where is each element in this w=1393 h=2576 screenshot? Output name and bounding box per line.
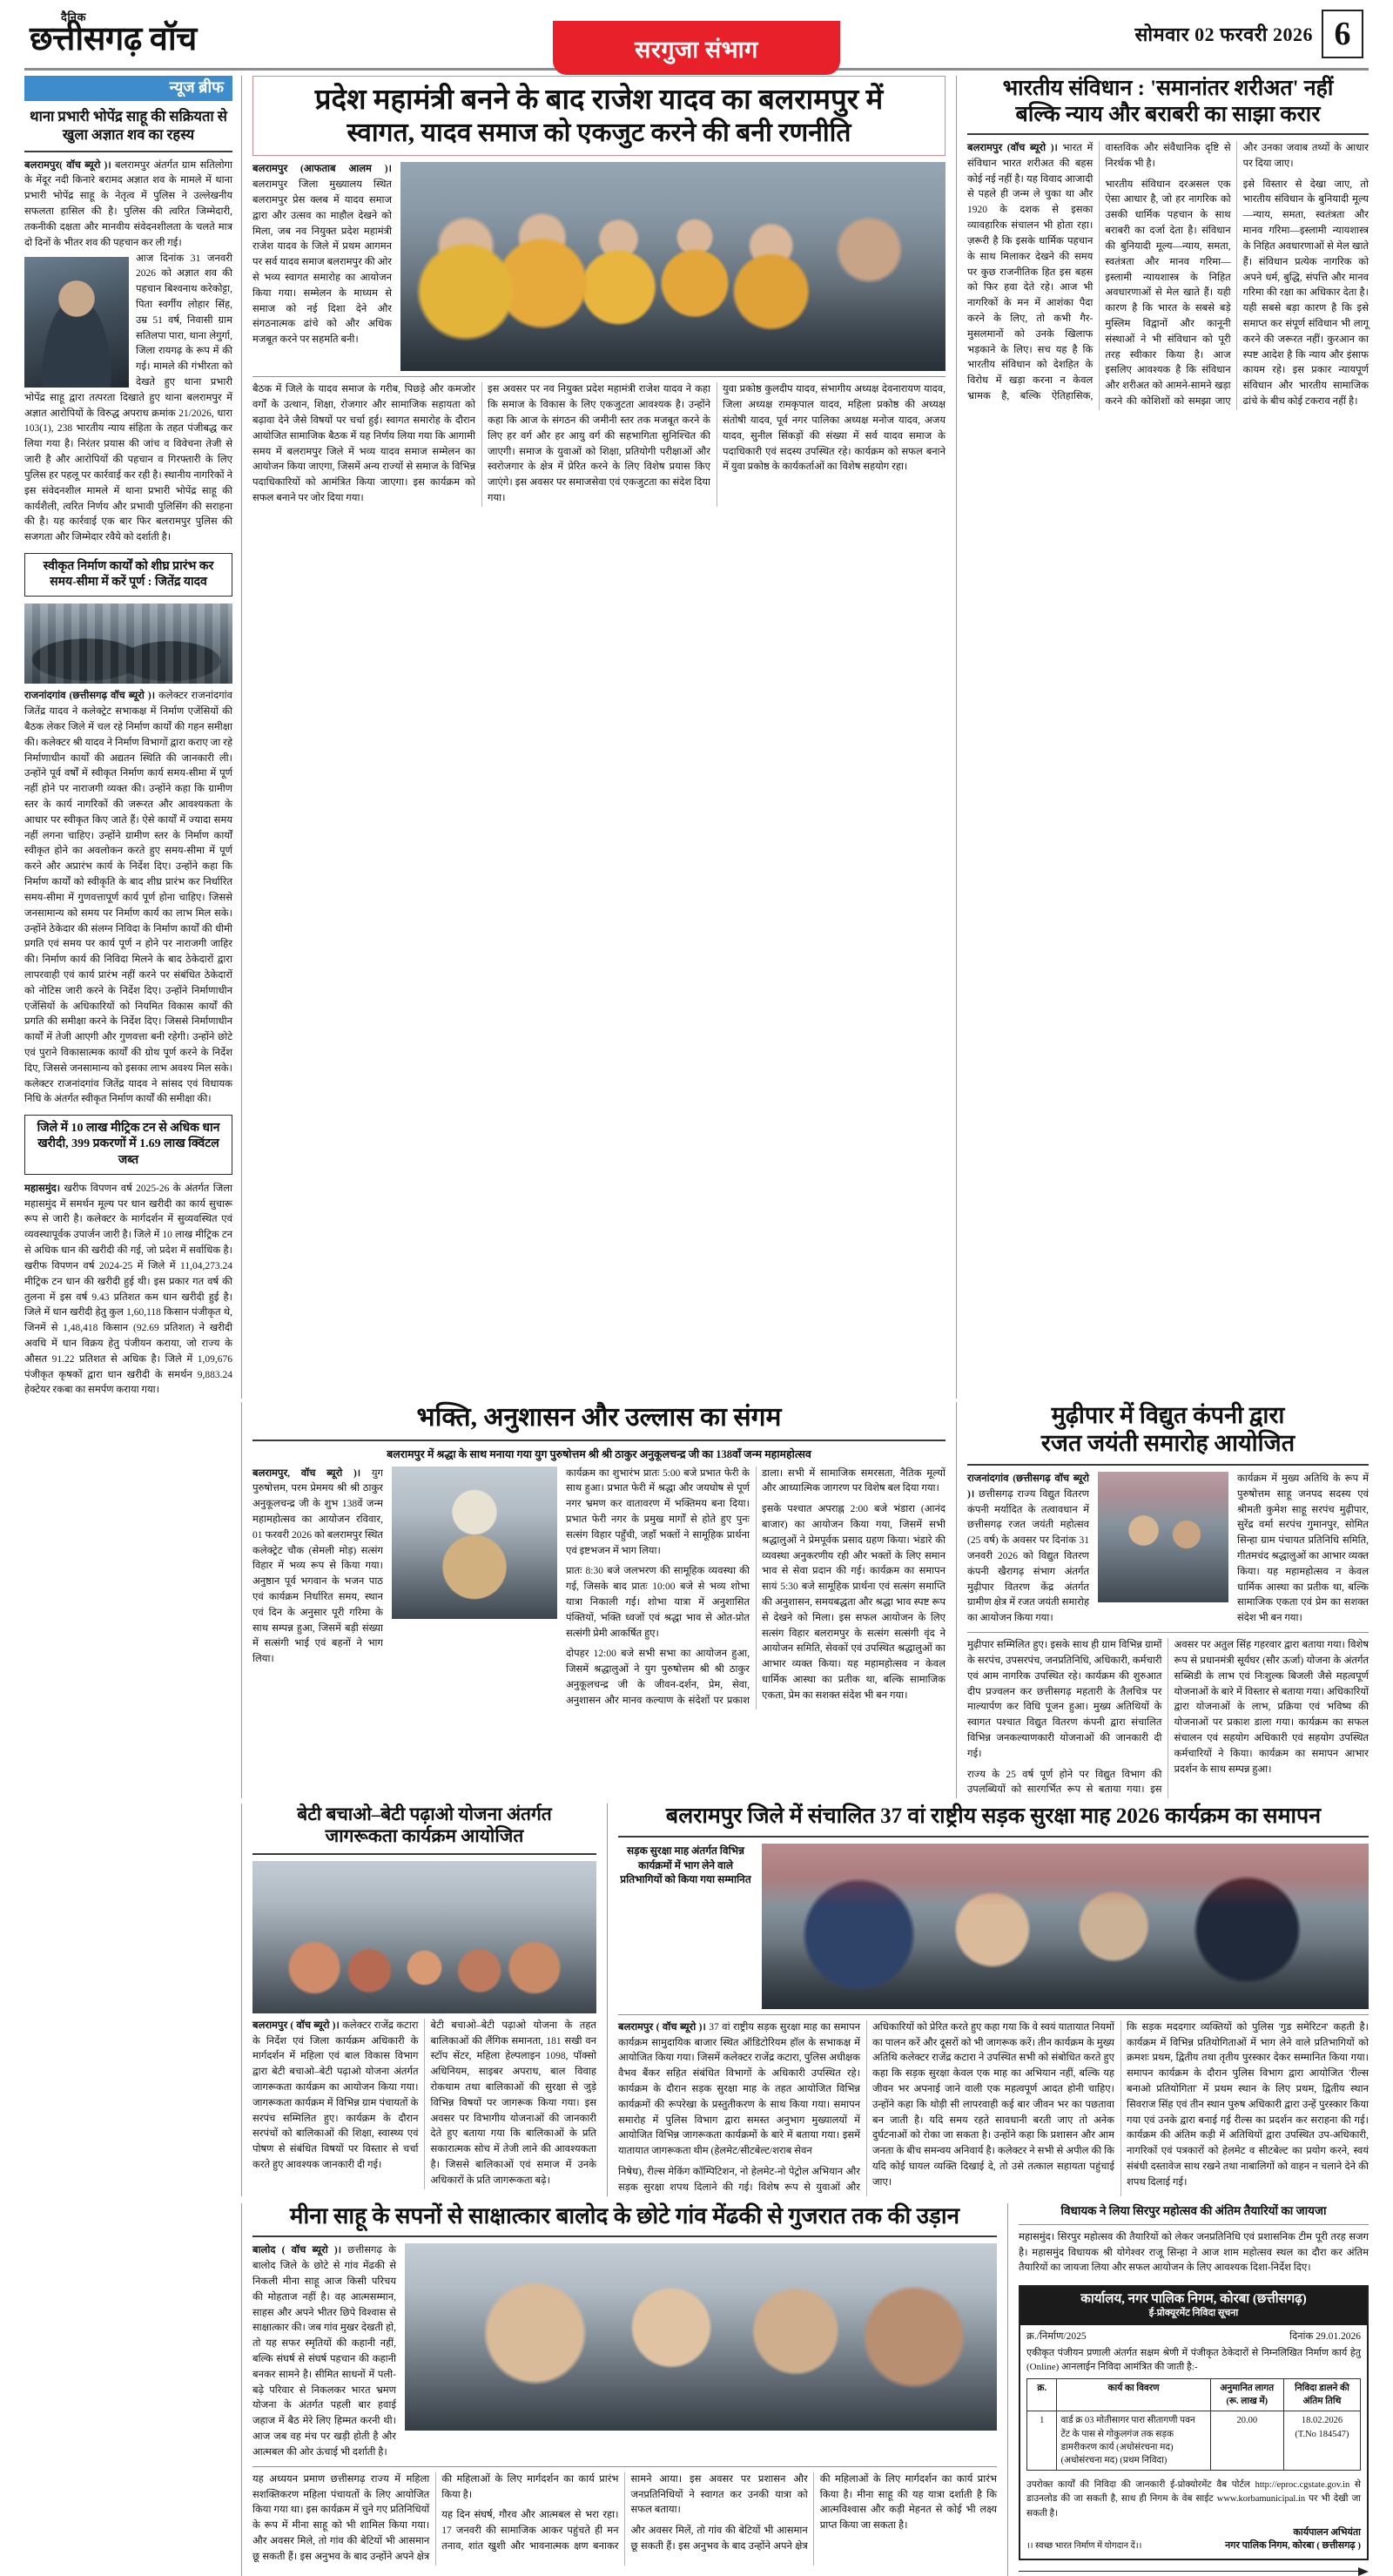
- meena-col-2: यह अध्ययन प्रमाण छत्तीसगढ़ राज्य में महिला सशक्तिकरण महिला पंचायतों के लिए आयोजित किया गया था। इस कार्यक्रम में चुने गए प्रतिनिधियों के रूप में मीना साहू को भी शामिल किया गया। और अवसर मिले, तो गांव की बेटियों भी आसमान छू सकती हैं। इस अनुभव के बाद उन्होंने अपने क्षेत्र की महिलाओं के लिए मार्गदर्शन का कार्य प्रारंभ किया है।: [252, 2473, 619, 2562]
- right-col-1-text: भारत में संविधान भारत शरीअत की बहस कोई नई नहीं है। यह विवाद आजादी से पहले ही जन्म ले चुका था और 1920 के दशक से इसका व्यावहारिक संचालन भी होता रहा। ज़रूरी है कि इसके धार्मिक पहचान के साथ मिलाकर देखने की समय पर कुछ राजनीतिक हित इस बहस को फिर हवा देते रहे। आज भी नागरिकों के मन में आशंका पैदा करने के लिए, तो कभी गैर-मुसलमानों को उनके खिलाफ भड़काने के लिए। सच यह है कि भारतीय संविधान को देशहित के विरोध में खड़ा करना न केवल भ्रामक है, बल्कि ऐतिहासिक, वास्तविक और संवैधानिक दृष्टि से निरर्थक भी है।: [967, 143, 1231, 401]
- left-box-2-text: कलेक्टर राजनांदगांव जितेंद्र यादव ने कलेक्ट्रेट सभाकक्ष में निर्माण एजेंसियों की बैठक लेकर जिले में चल रहे निर्माण कार्यों की गहन समीक्षा की। कलेक्टर श्री यादव ने निर्माण विभागों द्वारा कराए जा रहे निर्माणाधीन कार्यों की अद्यतन स्थिति की जानकारी ली। उन्होंने पूर्व वर्षों में स्वीकृत निर्माण कार्य समय-सीमा में पूर्ण नहीं होने पर नाराजगी व्यक्त की। उन्होंने कहा कि ग्रामीण स्तर के कार्य नागरिकों की जरूरत और आवश्यकता के आधार पर स्वीकृत किए जाते हैं। ऐसे कार्यों में ज्यादा समय नहीं लगना चाहिए। उन्होंने ग्रामीण स्तर के निर्माण कार्यों स्वीकृत होने का अवलोकन करते हुए समय-सीमा में पूर्ण करने और अप्रारंभ कार्य के निर्देश दिए। उन्होंने कहा कि निर्माण कार्यों को स्वीकृति के बाद शीघ्र प्रारंभ कर निर्धारित समय-सीमा में गुणवत्तापूर्ण कार्य पूर्ण होना चाहिए। जिससे जनसामान्य को समय पर निर्माण कार्य का लाभ मिल सके। उन्होंने ठेकेदार की संलग्न निविदा के निर्माण कार्यों की धीमी प्रगति एवं समय पर कार्य पूर्ण न होने पर नाराजगी जाहिर की। निर्माण कार्य की निविदा मिलने के बाद ठेकेदारों द्वारा लापरवाही एवं कार्य प्रारंभ नहीं करने पर संबंधित ठेकेदारों को नोटिस जारी करने के निर्देश दिए। उन्होंने निर्माणाधीन एजेंसियों के अधिकारियों को नियमित विकास कार्यों की प्रगति की समीक्षा करने के निर्देश दिए। जिससे निर्माणाधीन कार्यों में तेजी आएगी और गुणवत्ता बनी रहेगी। उन्होंने छोटे एवं पुराने विकासात्मक कार्यों की ग्रोथ पूर्ण करने के निर्देश दिए, जिससे जनसामान्य को इसका लाभ अवश्य मिल सके। कलेक्टर राजनांदगांव जितेंद्र यादव ने सांसद एवं विधायक निधि के अंतर्गत स्वीकृत निर्माण कार्यों की समीक्षा की।: [24, 691, 233, 1105]
- brief-body-2: आज दिनांक 31 जनवरी 2026 को अज्ञात शव की पहचान बिश्वनाथ करेकोट्टा, पिता स्वर्गीय लोहार सिंह, उम्र 51 वर्ष, निवासी ग्राम सतिलपा पारा, थाना लेगुर्गा, जिला रायगढ़ के रूप में की गई। मामले की गंभीरता को देखते हुए थाना प्रभारी भाेपेंद्र साहू द्वारा तत्परता दिखाते हुए थाना बलरामपुर में अज्ञात आरोपियों के विरुद्ध अपराध क्रमांक 21/2026, धारा 103(1), 238 भारतीय न्याय संहिता के तहत पंजीबद्ध कर लिया गया है। निरंतर प्रयास की जांच व विवेचना तेजी से जारी है और आरोपियों की पहचान व गिरफ्तारी के लिए पुलिस हर पहलू पर कार्रवाई कर रही है। स्थानीय नागरिकों ने इस संवेदनशील मामले में थाना प्रभारी भाेपेंद्र साहू की कार्यशैली, त्वरित निर्णय और प्रभावी पुलिसिंग की सराहना की है। यह कार्रवाई एक बार फिर बलरामपुर पुलिस की सजगता और जिम्मेदार रवैये को दर्शाती है।: [24, 253, 232, 543]
- logo-title: छत्तीसगढ़ वॉच: [30, 20, 197, 57]
- sadak-subhead: सड़क सुरक्षा माह अंतर्गत विभिन्न कार्यक्रमों में भाग लेने वाले प्रतिभागियों को किया गया सम्मानित: [620, 1844, 751, 1886]
- right-col-2: भारतीय संविधान दरअसल एक ऐसा आधार है, जो हर नागरिक को उसकी धार्मिक पहचान के साथ बराबरी का दर्जा देता है। संविधान की बुनियादी मूल्य—न्याय, समता, स्वतंत्रता और मानव गरिमा—इस्लामी न्यायशास्त्र के निहित अवधारणाओं से मेल खाते हैं। यही कारण है कि भारत के सबसे बड़े मुस्लिम विद्वानों और कानूनी संस्थाओं ने भी संविधान को पूरी तरह स्वीकार किया है। आज इसलिए आवश्यक है कि संविधान और शरीअत को आमने-सामने खड़ा करने की कोशिशों को समझा जाए और उनका जवाब तथ्यों के आधार पर दिया जाए।: [1105, 143, 1369, 407]
- divider: [1019, 2224, 1369, 2225]
- sadak-col-2: निषेध), रील्स मेकिंग कॉम्पिटिशन, नो हेलमेट-नो पेट्रोल अभियान और सड़क सुरक्षा शपथ दिलाने की गई। विशेष रूप से युवाओं और अधिकारियों को प्रेरित करते हुए कहा गया कि वे स्वयं यातायात नियमों का पालन करें और दूसरों को भी जागरूक करें। तीन कार्यक्रम के मुख्य अतिथि कलेक्टर राजेंद्र कटारा ने उपस्थित सभी को संबोधित करते हुए कहा कि सड़क सुरक्षा केवल एक माह का अभियान नहीं, बल्कि यह जीवन भर अपनाई जाने वाली एक महत्वपूर्ण आदत होनी चाहिए। उन्होंने कहा कि थोड़ी सी लापरवाही कई बार जीवन भर का पछतावा बन जाती है। यदि समय रहते सावधानी बरती जाए तो अनेक दुर्घटनाओं को रोका जा सकता है। उन्होंने कहा कि प्रशासन और आम जनता के बीच समन्वय अनिवार्य है। कलेक्टर ने सभी से अपील की कि यदि कोई घायल व्यक्ति दिखाई दे, तो उसे तत्काल सहायता पहुंचाई जाए।: [618, 2021, 1114, 2193]
- lead-headline-line-2: स्वागत, यादव समाज को एकजुट करने की बनी रणनीति: [347, 118, 851, 147]
- mudhipar-col-1-wrap: [967, 1472, 1089, 1627]
- masthead: [0, 0, 1393, 68]
- bhakti-col-1: [252, 1467, 383, 1669]
- tender-signature: [1225, 2526, 1361, 2553]
- sadak-col-1: [618, 2020, 860, 2160]
- date-and-page: [1134, 10, 1363, 58]
- meena-photo-wrap: [405, 2243, 997, 2460]
- edition-tab: सरगुजा संभाग: [553, 21, 840, 75]
- sadak-story: [608, 1804, 1369, 2195]
- mudhipar-story: [956, 1402, 1369, 1798]
- tender-th-date: निविदा डालने की अंतिम तिथि: [1283, 2378, 1360, 2411]
- beti-story: [242, 1804, 608, 2195]
- bhakti-col-1-wrap: [252, 1467, 383, 1709]
- divider: [618, 1836, 1369, 1838]
- meena-top-row: [252, 2243, 997, 2460]
- lead-headline-line-1: प्रदेश महामंत्री बनने के बाद राजेश यादव का बलरामपुर में: [314, 84, 884, 116]
- lead-intro-text: [252, 162, 392, 348]
- issue-date: सोमवार 02 फरवरी 2026: [1134, 24, 1313, 45]
- divider: [618, 2014, 1369, 2015]
- divider: [24, 151, 232, 152]
- divider: [252, 376, 945, 377]
- tender-th-desc: कार्य का विवरण: [1057, 2378, 1210, 2411]
- tender-cell-desc: वार्ड क्र 03 मोतीसागर पारा सीतागणी पवन टेंट के पास से गोकुलगंज तक सड़क डामरीकरण कार्य (अधोसंरचना मद) (अधोसंरचना मद) (प्रथम निविदा): [1057, 2411, 1210, 2471]
- brief-text-1: बलरामपुर अंतर्गत ग्राम सतिलोगा के मेंदूर नदी किनारे बरामद अज्ञात शव के मामले में थाना प्रभारी भाेपेंद्र साहू के नेतृत्व में पुलिस ने उल्लेखनीय सफलता हासिल की है। पुलिस की त्वरित जिम्मेदारी, तकनीकी दक्षता और मानवीय संवेदनशीलता के चलते मात्र दो दिनों के भीतर शव की पहचान कर ली गई।: [24, 159, 232, 248]
- beti-body-columns: [252, 2019, 596, 2189]
- meena-col-1: [252, 2243, 396, 2460]
- right-headline-line-2: बल्कि न्याय और बराबरी का साझा करार: [1015, 102, 1321, 126]
- lead-story: [242, 76, 956, 1399]
- left-box-2: [24, 1115, 232, 1175]
- bhakti-byline: बलरामपुर, वॉच ब्यूरो )।: [252, 1467, 361, 1479]
- tender-sign-1: कार्यपालन अभियंता: [1293, 2526, 1361, 2538]
- sadak-headline: बलरामपुर जिले में संचालित 37 वां राष्ट्रीय सड़क सुरक्षा माह 2026 कार्यक्रम का समापन: [665, 1804, 1322, 1829]
- divider: [252, 2466, 997, 2467]
- mudhipar-col-3: मुढ़ीपार सम्मिलित हुए। इसके साथ ही ग्राम विभिन्न ग्रामों के सरपंच, उपसरपंच, जनप्रतिनिधि, अधिकारी, कर्मचारी एवं आम नागरिक उपस्थित रहे। कार्यक्रम की शुरुआत दीप प्रज्वलन कर छत्तीसगढ़ महतारी के तैलचित्र पर माल्यार्पण कर विधि पूजन हुआ। मुख्य अतिथियों के स्वागत पश्चात विद्युत वितरण कंपनी द्वारा संचालित विभिन्न जनकल्याणकारी योजनाओं की जानकारी दी गई।: [967, 1640, 1162, 1759]
- middle-band: [0, 1399, 1393, 1798]
- meena-story: [242, 2203, 1008, 2576]
- left-column: [24, 76, 242, 1399]
- third-band: [0, 1798, 1393, 2195]
- left-box-2-body: [24, 689, 232, 1108]
- brief-byline: बलरामपुर( वॉच ब्यूरो )।: [24, 159, 111, 171]
- tender-table-header-row: [1027, 2378, 1361, 2411]
- divider: [967, 1632, 1369, 1633]
- beti-photo: [252, 1861, 596, 2013]
- lead-headline-box: [252, 76, 945, 156]
- lead-col-2: बैठक में जिले के यादव समाज के गरीब, पिछड़े और कमजोर वर्गों के उत्थान, शिक्षा, रोजगार और सामाजिक सहायता को बढ़ावा देने जैसे विषयों पर चर्चा हुई। स्वागत समारोह के दौरान आयोजित सामाजिक बैठक में यह निर्णय लिया गया कि आगामी समय में बलरामपुर जिले में भव्य यादव समाज सम्मेलन का आयोजन किया जाएगा, जिसमें अन्य राज्यों से समाज के विभिन्न पदाधिकारियों को आमंत्रित किया जाएगा। इस कार्यक्रम को सफल बनाने पर जोर दिया गया।: [252, 384, 475, 504]
- tender-th-sn: क्र.: [1027, 2378, 1057, 2411]
- sadak-top-row: [618, 1844, 1369, 2009]
- tender-sign-2: नगर पालिक निगम, कोरबा ( छत्तीसगढ़ ): [1225, 2540, 1361, 2552]
- tender-cell-cost: 20.00: [1210, 2411, 1283, 2471]
- divider: [967, 133, 1369, 135]
- left-box-2-byline: राजनांदगांव (छत्तीसगढ़ वॉच ब्यूरो )।: [24, 691, 156, 702]
- news-brief-bar: न्यूज ब्रीफ: [24, 76, 232, 101]
- officer-photo: [24, 257, 129, 388]
- mudhipar-row: [967, 1472, 1369, 1627]
- bhakti-photo: [392, 1467, 557, 1619]
- right-column: [956, 76, 1369, 1399]
- right-body-columns: [967, 141, 1369, 410]
- logo-superscript: दैनिक: [61, 10, 86, 24]
- brief-body-1: [24, 158, 232, 252]
- lead-body-columns: [252, 382, 945, 507]
- meena-col-4: और अवसर मिलें, तो गांव की बेटियों भी आसमान छू सकती हैं। इस अनुभव के बाद उन्होंने अपने क्षेत्र की महिलाओं के लिए मार्गदर्शन का कार्य प्रारंभ किया है। मीना साहू की यह यात्रा दर्शाती है कि आत्मविश्वास और कड़ी मेहनत से कोई भी लक्ष्य प्राप्त किया जा सकता है।: [630, 2473, 997, 2552]
- tender-ref-row: [1026, 2330, 1361, 2344]
- tender-table: [1026, 2378, 1361, 2471]
- bhakti-col-3: प्रातः 8:30 बजे जलभरण की सामूहिक व्यवस्था की गई, जिसके बाद प्रातः 10:00 बजे से भव्य शोभा यात्रा निकाली गई। शोभा यात्रा में अनुशासित पंक्तियों, भक्ति ध्वजों एवं श्रद्धा भाव से ओत-प्रोत सत्संगी प्रेमी आकर्षित हुए।: [566, 1566, 750, 1639]
- beti-col-2: बेटी बचाओ–बेटी पढ़ाओ योजना के तहत बालिकाओं की लैंगिक समानता, 181 सखी वन स्टॉप सेंटर, महिला हेल्पलाइन 1098, पॉक्सो अधिनियम, साइबर अपराध, बाल विवाह रोकथाम तथा बालिकाओं की सुरक्षा से जुड़े विभिन्न विषयों पर जागरूक किया गया। इस अवसर पर विभागीय योजनाओं की जानकारी देते हुए बताया गया कि बालिकाओं के प्रति सकारात्मक सोच में तेजी लाने की आवश्यकता है। जिससे बालिकाओं एवं समाज में उनके अधिकारों के प्रति जागरूकता बढ़े।: [430, 2020, 596, 2186]
- sadak-photo-wrap: [762, 1844, 1369, 2009]
- tender-header: [1020, 2287, 1367, 2324]
- tender-th-cost: अनुमानित लागत (रू. लाख में): [1210, 2378, 1283, 2411]
- divider: [967, 1464, 1369, 1466]
- right-headline-line-1: भारतीय संविधान : 'समानांतर शरीअत' नहीं: [1002, 77, 1334, 100]
- tender-footer: उपरोक्त कार्यों की निविदा की जानकारी ई-प्रोक्योरमेंट वैब पोर्टल http://eproc.cgstate.gov.in से डाउनलोड की जा सकती है, साथ ही निगम के वेब साईट www.korbamunicipal.in पर भी देखी जा सकती है।: [1026, 2480, 1361, 2519]
- meena-col-3: यह दिन संघर्ष, गौरव और आत्मबल से भरा रहा। 17 जनवरी की सामाजिक आकर पहुंचते ही मन तनाव, शांत खुशी और भावनात्मक क्षण बनाकर सामने आया। इस अवसर पर प्रशासन और जनप्रतिनिधियों ने स्वागत कर उनकी यात्रा को सफल बताया।: [441, 2473, 808, 2552]
- sadak-body-columns: [618, 2020, 1369, 2196]
- arrow-tip-icon: [1358, 2567, 1369, 2576]
- lead-col-4: युवा प्रकोष्ठ कुलदीप यादव, संभागीय अध्यक्ष देवनारायण यादव, जिला अध्यक्ष रामकृपाल यादव, महिला प्रकोष्ठ की अध्यक्ष संतोषी यादव, पूर्व नगर पालिका अध्यक्ष मनोज यादव, अजय यादव, सुनील सिंकड़ों की संख्या में सर्व यादव समाज के पदाधिकारी एवं सदस्य उपस्थित रहे। कार्यक्रम को सफल बनाने में युवा प्रकोष्ठ के कार्यकर्ताओं का विशेष सहयोग रहा।: [723, 384, 945, 473]
- mudhipar-photo-wrap: [1098, 1472, 1228, 1627]
- meeting-photo: [24, 604, 232, 684]
- page-number: 6: [1322, 10, 1363, 58]
- bhakti-col-2: कार्यक्रम का शुभारंभ प्रातः 5:00 बजे प्रभात फेरी के साथ हुआ। प्रभात फेरी में श्रद्धा और जयघोष से पूर्ण नगर भ्रमण कर वातावरण में भक्तिमय बना दिया। प्रभात फेरी नगर के प्रमुख मार्गों से होते हुए पुनः सत्संग विहार पहुँची, जहाँ भक्तों ने सामूहिक प्रार्थना एवं इष्टभजन में भाग लिया।: [566, 1467, 750, 1556]
- bhakti-col-1-text: युग पुरुषोत्तम, परम प्रेममय श्री श्री ठाकुर अनुकूलचन्द्र जी के शुभ 138वें जन्म महामहोत्सव का आयोजन रविवार, 01 फरवरी 2026 को बलरामपुर स्थित कलेक्ट्रेट चौक (सेमली मोड़) सत्संग विहार में भव्य रूप से किया गया। अनुष्ठान पूर्व भगवान के भजन पाठ एवं कार्यक्रम निर्धारित समय, स्थान एवं दिन के अनुसार पूरी गरिमा के साथ सम्पन्न हुआ, जिसमें बड़ी संख्या में सत्संगी भाई एवं बहनों ने भाग लिया।: [252, 1467, 383, 1665]
- mudhipar-col-4: राज्य के 25 वर्ष पूर्ण होने पर विद्युत विभाग की उपलब्धियों को सारगर्भित रूप से बताया गया। इस अवसर पर अतुल सिंह गहरवार द्वारा बताया गया। विशेष रूप से प्रधानमंत्री सूर्यघर (सौर ऊर्जा) योजना के अंतर्गत सब्सिडी के लाभ एवं निःशुल्क बिजली जैसे महत्वपूर्ण योजनाओं के बारे में विस्तार से बताया गया। अधिकारियों द्वारा योजनाओं के लाभ, प्रक्रिया एवं भविष्य की योजनाओं पर प्रकाश डाला गया। कार्यक्रम का सफल संचालन एवं सहयोग अधिकारी एवं सहयोग उपस्थित कर्मचारियों ने किया। कार्यक्रम का समापन आभार प्रदर्शन के साथ सम्पन्न हुआ।: [967, 1640, 1369, 1796]
- mudhipar-byline: राजनांदगांव (छत्तीसगढ़ वॉच ब्यूरो )।: [967, 1473, 1089, 1500]
- beti-byline: बलरामपुर ( वॉच ब्यूरो )।: [252, 2020, 340, 2031]
- tender-body: [1020, 2325, 1367, 2476]
- lead-photo-wrap: [400, 162, 945, 371]
- beti-col-1: [252, 2019, 419, 2174]
- bottom-band: [0, 2196, 1393, 2576]
- tender-office: कार्यालय, नगर पालिक निगम, कोरबा (छत्तीसगढ़): [1080, 2292, 1307, 2307]
- tender-date: दिनांक 29.01.2026: [1289, 2330, 1361, 2342]
- left-box-3-body: [24, 1182, 232, 1399]
- top-section: [0, 71, 1393, 1399]
- left-box-3-byline: महासमुंद।: [24, 1183, 61, 1194]
- lead-col-3: इस अवसर पर नव नियुक्त प्रदेश महामंत्री राजेश यादव ने कहा कि समाज के विकास के लिए एकजुटता आवश्यक है। उन्होंने कहा कि आज के संगठन की जमीनी स्तर तक मजबूत करने के लिए हर वर्ग और हर आयु वर्ग की सहभागिता सुनिश्चित की जाएगी। समाज के युवाओं को शिक्षा, प्रतियोगी परीक्षाओं और स्वरोजगार के क्षेत्र में प्रेरित करने के लिए विशेष प्रयास किए जाएंगे। इस अवसर पर समाजसेवा एवं एकजुटता का संदेश दिया गया।: [488, 384, 710, 504]
- lead-col-1: बलरामपुर जिला मुख्यालय स्थित बलरामपुर प्रेस क्लब में यादव समाज द्वारा और उत्सव का माहौल देखने को मिला, जब नव नियुक्त प्रदेश महामंत्री राजेश यादव के जिले में प्रथम आगमन पर सर्व यादव समाज बलरामपुर की ओर से भव्य स्वागत समारोह का आयोजन किया गया। सम्मेलन के माध्यम से समाज को नई दिशा देने और संगठनात्मक ढांचे को और अधिक मजबूत करने पर सहमति बनी।: [252, 179, 392, 346]
- tender-column: [1008, 2203, 1369, 2576]
- left-box-2-headline: जिले में 10 लाख मीट्रिक टन से अधिक धान खरीदी, 399 प्रकरणों में 1.69 लाख क्विंटल जब्त: [37, 1122, 220, 1167]
- tender-notice: [1019, 2285, 1369, 2559]
- left-box-3-text: खरीफ विपणन वर्ष 2025‑26 के अंतर्गत जिला महासमुंद में समर्थन मूल्य पर धान खरीदी का कार्य सुचारू रूप से जारी है। कलेक्टर के मार्गदर्शन में सुव्यवस्थित एवं व्यवस्थापूर्वक उपार्जन जारी है। जिले में 10 लाख मीट्रिक टन से अधिक धान की खरीदी की गई, जो प्रदेश में सर्वाधिक है। खरीफ विपणन वर्ष 2024‑25 में जिले में 11,04,273.24 मीट्रिक टन धान की खरीदी हुई थी। इस प्रकार गत वर्ष की तुलना में इस वर्ष 9.43 प्रतिशत कम धान खरीदी हुई है। जिले में धान खरीदी हेतु कुल 1,60,118 किसान पंजीकृत थे, जिनमें से 1,48,418 किसान (92.69 प्रतिशत) ने खरीदी अवधि में धान विक्रय हेतु पंजीयन कराया, जो राज्य के औसत 91.22 प्रतिशत से अधिक है। जिले में 1,09,676 पंजीकृत कृषकों द्वारा धान खरीदी के समर्थन 9,883.24 हेक्टेयर रकबा का समर्पण कराया गया।: [24, 1183, 232, 1396]
- tender-last-date: 18.02.2026: [1301, 2416, 1343, 2426]
- tender-sign-block: [1020, 2526, 1367, 2559]
- sadak-photo: [762, 1844, 1369, 2009]
- tender-tno: (T.No 184547): [1295, 2429, 1349, 2439]
- meena-photo: [405, 2243, 997, 2431]
- lead-intro-column: [252, 162, 392, 371]
- third-band-left-spacer: [24, 1804, 242, 2195]
- mudhipar-col-1: [967, 1472, 1089, 1627]
- mudhipar-headline-1: मुढ़ीपार में विद्युत कंपनी द्वारा: [1051, 1402, 1285, 1429]
- bhakti-row: [252, 1467, 945, 1709]
- mudhipar-col-2: कार्यक्रम में मुख्य अतिथि के रूप में पुरुषोत्तम साहू जनपद सदस्य एवं श्रीमती कुमेश साहू सरपंच मुढ़ीपार, सुरेंद्र वर्मा सरपंच गुमानपुर, सोमित सिन्हा ग्राम पंचायत प्रतिनिधि समिति, गीतमचंद श्रद्धालुओं का आभार व्यक्त किया। यह महामहोत्सव न केवल धार्मिक आस्था का प्रतीक था, बल्कि सामाजिक एकता एवं प्रेम का सशक्त संदेश भी बन गया।: [1237, 1473, 1369, 1624]
- brief-headline: थाना प्रभारी भाेपेंद्र साहू की सक्रियता से खुला अज्ञात शव का रहस्य: [30, 107, 227, 144]
- bhakti-col-4: दोपहर 12:00 बजे सभी सभा का आयोजन हुआ, जिसमें श्रद्धालुओं ने युग पुरुषोत्तम श्री श्री ठाकुर अनुकूलचन्द्र जी के जीवन-दर्शन, प्रेम, सेवा, अनुशासन और मानव कल्याण के संदेशों पर प्रकाश डाला। सभी में सामाजिक समरसता, नैतिक मूल्यों और आध्यात्मिक जागरण पर विशेष बल दिया गया।: [566, 1467, 945, 1706]
- bhakti-cols-rest: [566, 1467, 945, 1709]
- beti-headline-1: बेटी बचाओ–बेटी पढ़ाओ योजना अंतर्गत: [297, 1804, 552, 1825]
- bhakti-story: [242, 1402, 956, 1798]
- divider: [252, 1440, 945, 1441]
- meena-col-1-text: छत्तीसगढ़ के बालोद जिले के छोटे से गांव मेंढकी से निकली मीना साहू आज किसी परिचय की मोहताज नहीं है। वह आत्मसम्मान, साहस और अपने भीतर छिपे विश्वास से साक्षात्कार की। जब गांव मुखर देखती हो, तो यह सफर स्मृतियों की कहानी नहीं, बल्कि संघर्ष से संघर्ष पहचान की कहानी बनकर सामने है। सीमित साधनों में पली-बढ़े परिवार से निकलकर भारत भ्रमण योजना के अंतर्गत पहली बार हवाई जहाज में बैठ मेरे लिए हिम्मत करनी थी। आज जब वह मंच पर खड़ी होती है और आत्मबल की ओर ऊंचाई भी दर्शाती है।: [252, 2245, 396, 2458]
- bhakti-headline: भक्ति, अनुशासन और उल्लास का संगम: [416, 1403, 782, 1433]
- mudhipar-headline-2: रजत जयंती समारोह आयोजित: [1040, 1430, 1295, 1457]
- tender-cell-date: [1283, 2411, 1360, 2471]
- mudhipar-col-1-text: छत्तीसगढ़ राज्य विद्युत वितरण कंपनी मर्यादित के तत्वावधान में छत्तीसगढ़ रजत जयंती महोत्सव (25 वर्ष) के अवसर पर दिनांक 31 जनवरी 2026 को विद्युत वितरण कंपनी खैरागढ़ संभाग अंतर्गत मुढ़ीपार वितरण केंद्र अंतर्गत ग्रामीण क्षेत्र में रजत जयंती समारोह का आयोजन किया गया।: [967, 1488, 1089, 1624]
- bhakti-subcaption: बलरामपुर में श्रद्धा के साथ मनाया गया युग पुरुषोत्तम श्री श्री ठाकुर अनुकूलचन्द्र जी का 138वाँ जन्म महामहोत्सव: [387, 1447, 811, 1460]
- tender-ref-no: क्र./निर्माण/2025: [1026, 2330, 1087, 2342]
- bhakti-col-5: इसके पश्चात अपराह्न 2:00 बजे भंडारा (आनंद बाजार) का आयोजन किया गया, जिसमें सभी श्रद्धालुओं ने प्रेमपूर्वक प्रसाद ग्रहण किया। भंडारे की व्यवस्था अनुकरणीय रही और भक्तों के लिए समान भाव से सेवा प्रदान की गई। कार्यक्रम का समापन सायं 5:30 बजे सामूहिक प्रार्थना एवं सत्संग समाप्ति की अनुशासन, समयबद्धता और श्रद्धा भाव स्पष्ट रूप से देखने को मिला। इस सफल आयोजन के लिए सत्संग विहार बलरामपुर के सत्संग सत्संगी वृंद ने आयोजन समिति, सेवकों एवं उपस्थित श्रद्धालुओं का आभार व्यक्त किया। यह महामहोत्सव न केवल धार्मिक आस्था का प्रतीक था, बल्कि सामाजिक एकता, प्रेम का सशक्त संदेश भी बन गया।: [762, 1504, 945, 1701]
- tender-intro: एकीकृत पंजीयन प्रणाली अंतर्गत सक्षम श्रेणी में पंजीकृत ठेकेदारों से निम्नलिखित निर्माण कार्य हेतु (Online) आनलाईन निविदा आमंत्रित की जाती है:-: [1026, 2347, 1361, 2373]
- meena-byline: बालोद ( वॉच ब्यूरो )।: [252, 2245, 342, 2256]
- tender-slogan: ।। स्वच्छ भारत निर्माण में योगदान दें।।: [1026, 2541, 1142, 2552]
- beti-headline-2: जागरूकता कार्यक्रम आयोजित: [325, 1824, 524, 1846]
- arrow-rule: [1019, 2567, 1369, 2576]
- lead-byline: बलरामपुर (आफताब आलम )।: [252, 164, 392, 175]
- right-byline: बलरामपुर (वॉच ब्यूरो )।: [967, 143, 1058, 153]
- arrow-line: [1019, 2571, 1358, 2573]
- left-box-1-headline: स्वीकृत निर्माण कार्यों को शीघ्र प्रारंभ कर समय-सीमा में करें पूर्ण : जितेंद्र यादव: [43, 559, 214, 590]
- sadak-col-1-text: 37 वां राष्ट्रीय सड़क सुरक्षा माह का समापन कार्यक्रम सामुदायिक बाजार स्थित ऑडिटोरियम हॉल के सभाकक्ष में आयोजित किया गया। जिसमें कलेक्टर राजेंद्र कटारा, पुलिस अधीक्षक वैभव बैंकर सहित संबंधित विभागों के अधिकारी उपस्थित रहे। कार्यक्रम के दौरान सड़क सुरक्षा माह के तहत आयोजित विभिन्न कार्यक्रमों की रूपरेखा के प्रस्तुतीकरण के साथ किया गया। समापन समारोह में पुलिस विभाग द्वारा समस्त अनुभाग मुख्यालयों में आयोजित विभिन्न जागरूकता कार्यक्रमों के बारे में बताया गया। इसमें यातायात जागरूकता थीम (हेलमेट/सीटबेल्ट/शराब सेवन: [618, 2021, 860, 2157]
- publication-logo: [30, 11, 291, 57]
- lead-top-row: [252, 162, 945, 371]
- middle-left-spacer: [24, 1402, 242, 1798]
- mudhipar-photo: [1098, 1472, 1228, 1602]
- meena-body-columns: [252, 2472, 997, 2566]
- tender-subtitle: ई-प्रोक्यूरमेंट निविदा सूचना: [1148, 2308, 1239, 2319]
- divider: [252, 2235, 997, 2237]
- beti-col-1-text: कलेक्टर राजेंद्र कटारा के निर्देश एवं जिला कार्यक्रम अधिकारी के मार्गदर्शन में महिला एवं बाल विकास विभाग द्वारा बेटी बचाओ–बेटी पढ़ाओ योजना अंतर्गत जागरूकता कार्यक्रम का आयोजन किया गया। जागरूकता कार्यक्रम में विभिन्न ग्राम पंचायतों के सरपंच सम्मिलित हुए। कार्यक्रम के दौरान सरपंचों को बालिकाओं की शिक्षा, स्वास्थ्य एवं पोषण से संबंधित विषयों पर विस्तार से चर्चा करते हुए आवश्यक जानकारी दी गई।: [252, 2020, 419, 2171]
- lead-photo: [400, 162, 945, 371]
- left-box-1: [24, 553, 232, 597]
- divider: [252, 1853, 596, 1855]
- bottom-left-spacer: [24, 2203, 242, 2576]
- sirpur-subhead: विधायक ने लिया सिरपुर महोत्सव की अंतिम तैयारियों का जायजा: [1060, 2203, 1327, 2217]
- meena-headline: मीना साहू के सपनों से साक्षात्कार बालोद के छोटे गांव मेंढकी से गुजरात तक की उड़ान: [289, 2202, 960, 2229]
- right-col-3: इसे विस्तार से देखा जाए, तो भारतीय संविधान के बुनियादी मूल्य—न्याय, समता, स्वतंत्रता और मानव गरिमा—इस्लामी न्यायशास्त्र के निहित अवधारणाओं से मेल खाते हैं। संविधान प्रत्येक नागरिक को अपने धर्म, बुद्धि, संपत्ति और मानव गरिमा की रक्षा का अधिकार देता है। यही सबसे बड़ा कारण है कि इसे समाप्त कर संपूर्ण संविधान भी लागू करने की जरूरत नहीं। कुरआन का स्पष्ट आदेश है कि न्याय और इंसाफ कायम रहे। इस प्रकार न्यायपूर्ण संविधान और भारतीय सामाजिक ढांचे के बीच कोई टकराव नहीं है।: [1242, 179, 1369, 407]
- bhakti-body-columns: [566, 1467, 945, 1709]
- mudhipar-rest: [1237, 1472, 1369, 1627]
- tender-cell-sn: 1: [1027, 2411, 1057, 2471]
- sirpur-text: महासमुंद। सिरपुर महोत्सव की तैयारियों को लेकर जनप्रतिनिधि एवं प्रशासनिक टीम पूरी तरह सजग है। महासमुंद विधायक श्री योगेश्वर राजू सिन्हा ने आज शाम महोत्सव स्थल का दौरा कर अंतिम तैयारियों का जायजा लिया और सफल आयोजन के लिए आवश्यक दिशा-निर्देश दिए।: [1019, 2231, 1369, 2274]
- sadak-col-3: कि सड़क मददगार व्यक्तियों को पुलिस 'गुड समेरिटन' कहती है। कार्यक्रम में विभिन्न प्रतियोगिताओं में भाग लेने वाले प्रतिभागियों को क्रमशः प्रथम, द्वितीय तथा तृतीय पुरस्कार देकर सम्मानित किया गया। समापन कार्यक्रम के दौरान पुलिस विभाग द्वारा आयोजित 'रील्स बनाओ प्रतियोगिता' में प्रथम स्थान के लिए प्रथम, द्वितीय स्थान सिवराज सिंह एवं तीन स्थान पुरुष अधिकारी द्वारा उन्हें पुरस्कार किया गया एवं उनके द्वारा बनाई गई रील्स का प्रदर्शन कर सराहना की गई। कार्यक्रम की अंतिम कड़ी में अतिथियों द्वारा उपस्थित उप-अधिकारी, नागरिकों एवं पत्रकारों को हेलमेट व सीटबेल्ट का प्रयोग करने, स्वयं संबंधी दस्तावेज साथ रखने तथा नाबालिगों को वाहन न चलाने देने की शपथ दिलाई गई।: [1127, 2021, 1369, 2188]
- sadak-byline: बलरामपुर ( वॉच ब्यूरो )।: [618, 2021, 706, 2033]
- sadak-subhead-wrap: [618, 1844, 753, 2009]
- bhakti-photo-wrap: [392, 1467, 557, 1709]
- mudhipar-body-columns: [967, 1638, 1369, 1798]
- meena-col-1-wrap: [252, 2243, 396, 2460]
- table-row: [1027, 2411, 1361, 2471]
